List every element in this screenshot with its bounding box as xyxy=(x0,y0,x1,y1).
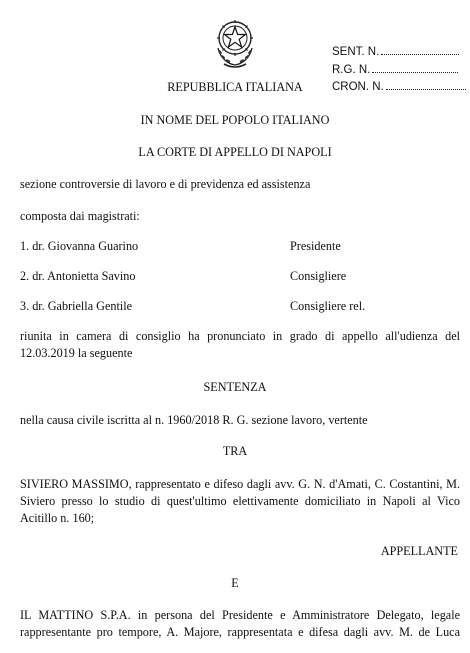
judge-1-name: 1. dr. Giovanna Guarino xyxy=(20,239,139,253)
stamp-sent-field xyxy=(381,45,459,55)
riunita-line-1: riunita in camera di consiglio ha pronunciato in grado di appello all'udienza del xyxy=(20,329,460,343)
stamp-sent-label: SENT. N. xyxy=(332,46,380,58)
appellante-label: APPELLANTE xyxy=(380,544,458,558)
appellant-line-2: Siviero presso lo studio di quest'ultimo elettivamente domiciliato in Napoli al Vico xyxy=(20,494,460,508)
judge-2-role: Consigliere xyxy=(290,269,347,283)
e-separator: E xyxy=(231,576,239,590)
judge-3-role: Consigliere rel. xyxy=(290,299,366,313)
judge-1-role: Presidente xyxy=(290,239,341,253)
riunita-line-2: 12.03.2019 la seguente xyxy=(20,346,133,360)
stamp-rg-field xyxy=(372,63,458,73)
italian-republic-emblem-icon xyxy=(210,12,260,70)
judge-3-name: 3. dr. Gabriella Gentile xyxy=(20,299,133,313)
stamp-rg-row xyxy=(332,63,467,77)
stamp-cron-label: CRON. N. xyxy=(332,81,384,93)
court-heading: LA CORTE DI APPELLO DI NAPOLI xyxy=(138,145,332,159)
judge-2-name: 2. dr. Antonietta Savino xyxy=(20,269,136,283)
appellant-line-3: Acitillo n. 160; xyxy=(20,511,95,525)
stamp-rg-label: R.G. N. xyxy=(332,64,371,76)
in-nome-heading: IN NOME DEL POPOLO ITALIANO xyxy=(140,113,330,127)
causa-line: nella causa civile iscritta al n. 1960/2018 R. G. sezione lavoro, vertente xyxy=(20,413,368,427)
sentenza-heading: SENTENZA xyxy=(203,380,267,394)
sezione-line: sezione controversie di lavoro e di previdenza ed assistenza xyxy=(20,177,311,191)
tra-heading: TRA xyxy=(222,444,248,458)
respondent-line-1: IL MATTINO S.P.A. in persona del Presidente e Amministratore Delegato, legale xyxy=(20,608,460,622)
appellant-line-1: SIVIERO MASSIMO, rappresentato e difeso dagli avv. G. N. d'Amati, C. Costantini, M. xyxy=(20,477,460,491)
republic-heading: REPUBBLICA ITALIANA xyxy=(167,80,303,94)
composta-line: composta dai magistrati: xyxy=(20,209,140,223)
stamp-sent-row xyxy=(332,45,467,59)
respondent-line-2: rappresentante pro tempore, A. Majore, rappresentata e difesa dagli avv. M. de Luca xyxy=(20,625,460,639)
